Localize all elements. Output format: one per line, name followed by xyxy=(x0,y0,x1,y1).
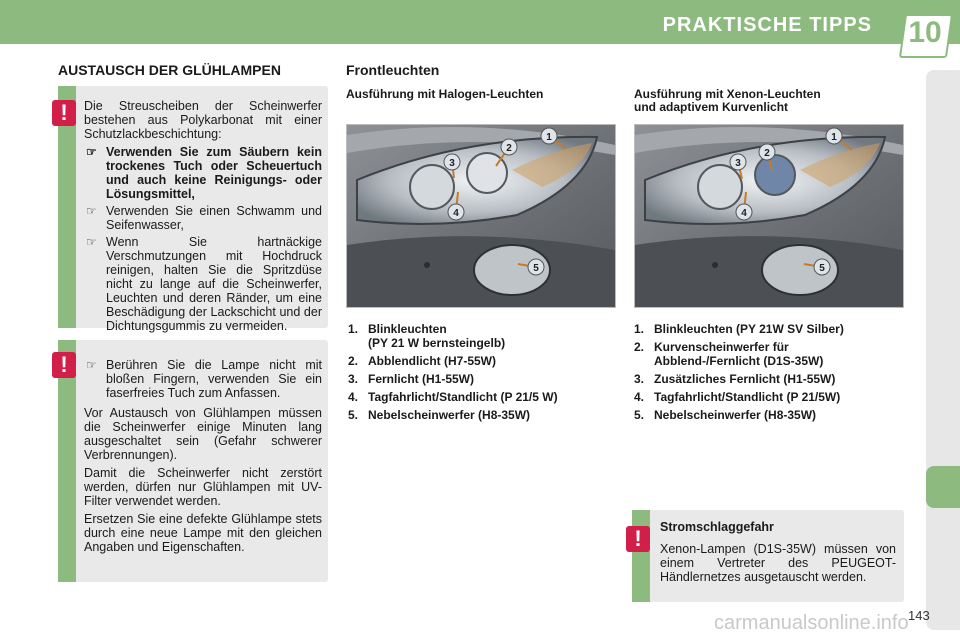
legend-text: Blinkleuchten (PY 21 W bernsteingelb) xyxy=(368,322,506,350)
legend-item xyxy=(348,390,624,404)
legend-text: Tagfahrlicht/Standlicht (P 21/5W) xyxy=(654,390,841,404)
legend-number: 3. xyxy=(634,372,645,386)
xenon-legend xyxy=(634,322,914,426)
callout-label: 1 xyxy=(831,132,837,143)
legend-number: 1. xyxy=(634,322,645,336)
halogen-heading: Ausführung mit Halogen-Leuchten xyxy=(346,87,544,101)
legend-number: 4. xyxy=(348,390,359,404)
lens-care-bullet: ☞ Verwenden Sie einen Schwamm und Seifenwasser, xyxy=(84,204,322,232)
bulb-handling-paragraph: Damit die Scheinwerfer nicht zerstört werden, dürfen nur Glühlampen mit UV-Filter verwendet werden. xyxy=(84,466,322,508)
bulb-handling-bullet: ☞ Berühren Sie die Lampe nicht mit bloßen Fingern, verwenden Sie ein faserfreies Tuch zum Anfassen. xyxy=(84,358,322,400)
halogen-legend xyxy=(348,322,624,426)
legend-text: Abblendlicht (H7-55W) xyxy=(368,354,496,368)
bulb-handling-paragraph: Vor Austausch von Glühlampen müssen die Scheinwerfer einige Minuten lang ausgeschaltet sein (Gefahr schwerer Verbrennungen). xyxy=(84,406,322,462)
bulb-handling-text xyxy=(84,358,322,558)
legend-item xyxy=(634,340,914,368)
chapter-number: 10 xyxy=(908,16,942,49)
legend-item xyxy=(348,372,624,386)
callout-label: 2 xyxy=(764,148,770,159)
legend-item xyxy=(634,408,914,422)
legend-item xyxy=(348,408,624,422)
shock-warning-body: Xenon-Lampen (D1S-35W) müssen von einem Vertreter des PEUGEOT-Händlernetzes ausgetauscht werden. xyxy=(660,542,896,584)
xenon-callouts xyxy=(634,124,902,306)
legend-item xyxy=(348,322,624,350)
front-lights-title: Frontleuchten xyxy=(346,62,440,78)
legend-text: Blinkleuchten (PY 21W SV Silber) xyxy=(654,322,844,336)
shock-warning-title: Stromschlaggefahr xyxy=(660,520,774,534)
callout-label: 3 xyxy=(735,158,741,169)
legend-text: Fernlicht (H1-55W) xyxy=(368,372,475,386)
callout-label: 3 xyxy=(449,158,455,169)
lens-care-intro: Die Streuscheiben der Scheinwerfer bestehen aus Polykarbonat mit einer Schutzlackbeschichtung: xyxy=(84,99,322,141)
legend-number: 4. xyxy=(634,390,645,404)
legend-number: 5. xyxy=(348,408,359,422)
legend-number: 5. xyxy=(634,408,645,422)
side-rail xyxy=(926,70,960,630)
panel-stripe xyxy=(632,510,650,602)
legend-item xyxy=(348,354,624,368)
section-title: AUSTAUSCH DER GLÜHLAMPEN xyxy=(58,62,281,78)
warning-icon: ! xyxy=(52,100,76,126)
lens-care-bullet: ☞ Verwenden Sie zum Säubern kein trockenes Tuch oder Scheuertuch und auch keine Reinigungs- oder Lösungsmittel, xyxy=(84,145,322,201)
legend-number: 3. xyxy=(348,372,359,386)
legend-text: Nebelscheinwerfer (H8-35W) xyxy=(654,408,817,422)
legend-text: Zusätzliches Fernlicht (H1-55W) xyxy=(654,372,836,386)
page-number: 143 xyxy=(908,608,930,623)
legend-number: 1. xyxy=(348,322,359,336)
chapter-tab[interactable] xyxy=(926,466,960,508)
callout-label: 5 xyxy=(819,263,825,274)
lens-care-text xyxy=(84,99,322,336)
shock-warning-text xyxy=(660,520,896,588)
warning-icon: ! xyxy=(626,526,650,552)
watermark: carmanualsonline.info xyxy=(714,612,909,634)
xenon-heading: Ausführung mit Xenon-Leuchten und adaptivem Kurvenlicht xyxy=(634,87,821,114)
callout-label: 1 xyxy=(546,132,552,143)
legend-number: 2. xyxy=(348,354,359,368)
legend-item xyxy=(634,372,914,386)
legend-item xyxy=(634,322,914,336)
lens-care-bullet: ☞ Wenn Sie hartnäckige Verschmutzungen mit Hochdruck reinigen, halten Sie die Spritzdüse nicht zu lange auf die Scheinwerfer, Leuchten und deren Ränder, um eine Beschädigung der Lackschicht und der Dichtungsgummis zu vermeiden. xyxy=(84,235,322,333)
warning-icon: ! xyxy=(52,352,76,378)
legend-text: Kurvenscheinwerfer für Abblend-/Fernlicht (D1S-35W) xyxy=(654,340,824,368)
legend-text: Tagfahrlicht/Standlicht (P 21/5 W) xyxy=(368,390,558,404)
callout-label: 2 xyxy=(506,143,512,154)
legend-number: 2. xyxy=(634,340,645,354)
callout-label: 4 xyxy=(453,208,459,219)
page-title: PRAKTISCHE TIPPS xyxy=(662,14,872,36)
legend-item xyxy=(634,390,914,404)
legend-text: Nebelscheinwerfer (H8-35W) xyxy=(368,408,531,422)
callout-label: 5 xyxy=(533,263,539,274)
halogen-callouts xyxy=(346,124,614,306)
bulb-handling-paragraph: Ersetzen Sie eine defekte Glühlampe stets durch eine neue Lampe mit den gleichen Angaben und Eigenschaften. xyxy=(84,512,322,554)
callout-label: 4 xyxy=(741,208,747,219)
